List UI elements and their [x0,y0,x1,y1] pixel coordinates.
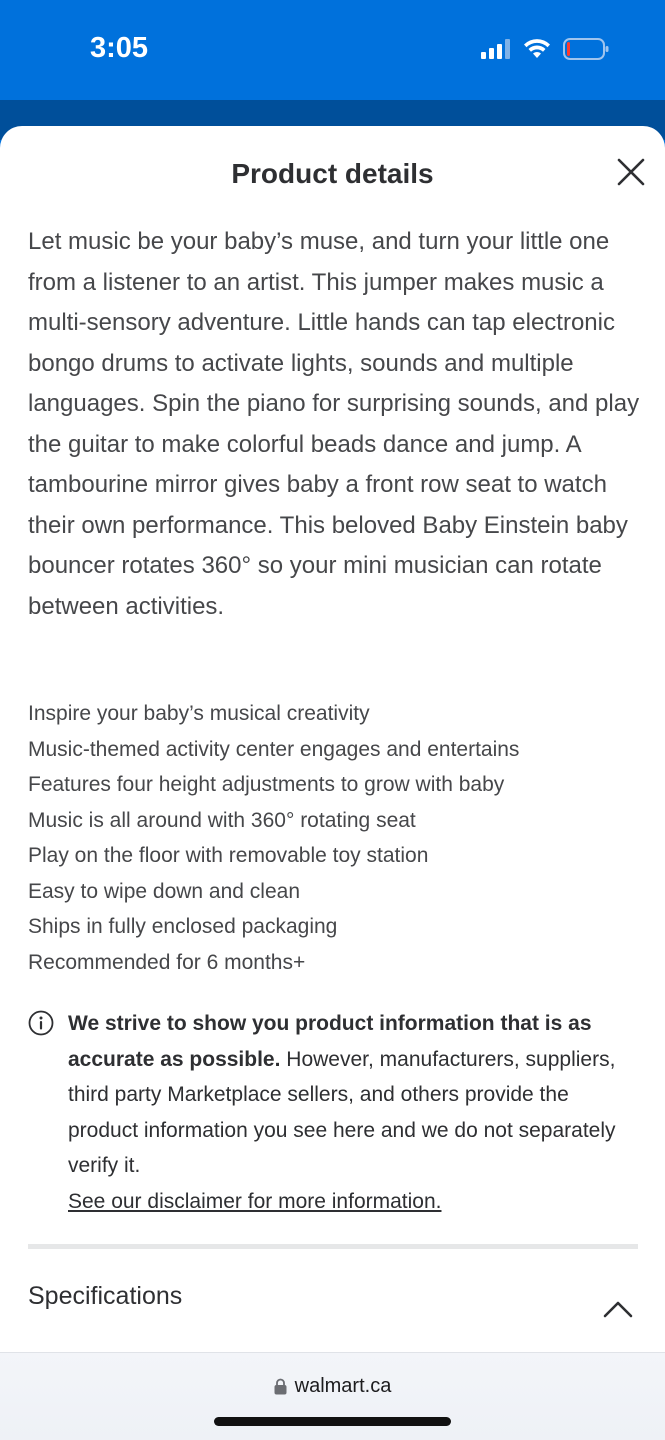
chevron-up-icon [603,1300,633,1318]
status-time: 3:05 [90,32,149,64]
divider [28,1244,638,1249]
feature-item: Play on the floor with removable toy station [28,844,429,867]
specifications-toggle[interactable] [0,1252,665,1356]
status-icons [481,36,609,62]
sheet-title: Product details [231,158,434,189]
lock-icon [274,1378,287,1395]
url-text: walmart.ca [294,1375,392,1397]
browser-bottom-bar [0,1352,665,1440]
feature-item: Recommended for 6 months+ [28,950,306,974]
feature-list [28,696,643,980]
disclaimer-text [68,1006,623,1219]
disclaimer-body: However, manufacturers, suppliers, third party Marketplace sellers, and others provide the product information you see here and we do not separately verify it. [68,1047,616,1177]
product-description: Let music be your baby’s muse, and turn your little one from a listener to an artist. This jumper makes music a multi-sensory adventure. Little hands can tap electronic bongo drums to activate lights, sounds and multiple languages. Spin the piano for surprising sounds, and play the guitar to make colorful beads dance and jump. A tambourine mirror gives baby a front row seat to watch their own performance. This beloved Baby Einstein baby bouncer rotates 360° so your mini musician can rotate between activities. [28,228,640,620]
url-bar[interactable] [0,1375,665,1398]
specifications-label: Specifications [28,1282,183,1310]
info-icon [28,1010,54,1036]
feature-item: Music is all around with 360° rotating seat [28,808,416,832]
product-details-sheet [0,126,665,1356]
close-icon[interactable] [615,156,647,188]
feature-item: Features four height adjustments to grow with baby [28,773,505,796]
home-indicator[interactable] [214,1417,451,1426]
feature-item: Easy to wipe down and clean [28,879,301,903]
signal-icon [481,39,511,59]
disclaimer-link[interactable]: See our disclaimer for more information. [68,1189,442,1213]
wifi-icon [523,38,551,60]
status-bar [0,0,665,100]
feature-item: Ships in fully enclosed packaging [28,915,338,938]
feature-item: Music-themed activity center engages and entertains [28,737,520,761]
disclaimer-bold: We strive to show you product information that is as accurate as possible. [68,1012,592,1071]
battery-icon [563,37,609,61]
feature-item: Inspire your baby’s musical creativity [28,702,370,725]
